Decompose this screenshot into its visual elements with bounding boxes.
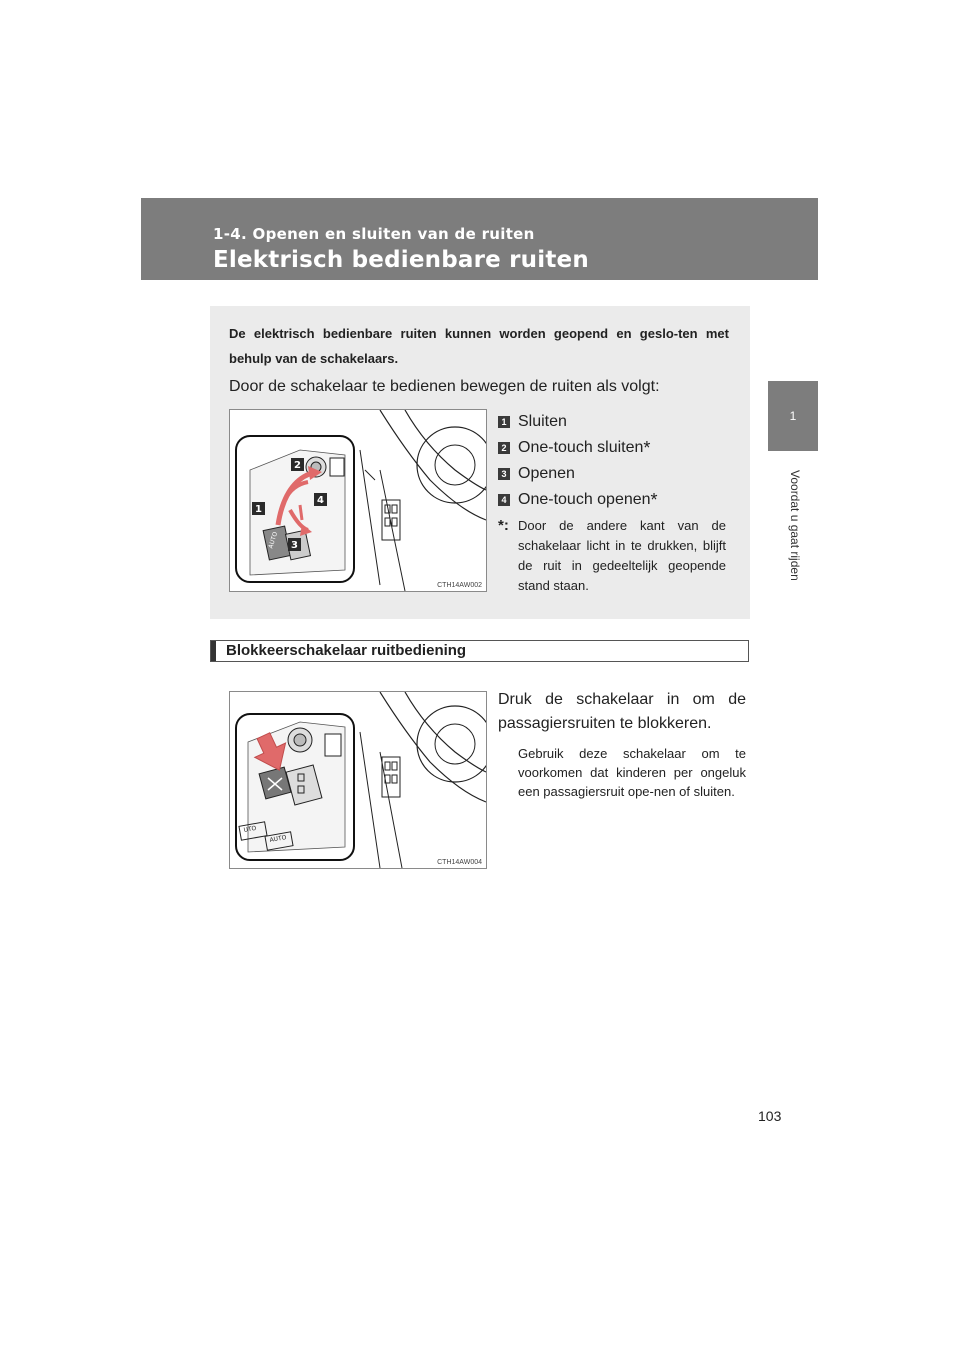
list-item [498, 461, 733, 487]
lock-switch-note: Gebruik deze schakelaar om te voorkomen dat kinderen per ongeluk een passagiersruit ope-nen of sluiten. [518, 746, 746, 799]
step-list [498, 409, 733, 513]
callout-4 [314, 493, 327, 506]
uto-label: UTO [243, 824, 257, 834]
step-number-badge: 1 [498, 416, 510, 428]
footnote-text: Door de andere kant van de schakelaar licht in te drukken, blijft de ruit in gedeeltelijk geopende stand staan. [518, 518, 726, 593]
step-label: One-touch sluiten [518, 439, 644, 456]
chapter-tab [768, 381, 818, 451]
callout-3 [288, 538, 301, 551]
callout-1 [252, 502, 265, 515]
footnote-mark: *: [498, 517, 509, 534]
step-label: Sluiten [518, 413, 567, 430]
window-switch-illustration [229, 409, 487, 592]
subsection-heading [210, 640, 749, 662]
footnote [498, 516, 726, 596]
svg-text:3: 3 [291, 540, 298, 551]
intro-lead: Door de schakelaar te bedienen bewegen de ruiten als volgt: [229, 378, 660, 395]
chapter-title: Voordat u gaat rijden [788, 470, 802, 581]
step-number-badge: 4 [498, 494, 510, 506]
chapter-number: 1 [789, 409, 797, 423]
step-number-badge: 3 [498, 468, 510, 480]
page-number: 103 [758, 1108, 782, 1124]
step-label: Openen [518, 465, 575, 482]
figure-code: CTH14AW002 [437, 582, 482, 589]
list-item: 4 One-touch openen * [498, 487, 733, 513]
callout-2 [291, 458, 304, 471]
auto-label: AUTO [267, 531, 280, 550]
step-label: One-touch openen [518, 491, 651, 508]
list-item: 2 One-touch sluiten * [498, 435, 733, 461]
section-heading: 1-4. Openen en sluiten van de ruiten [213, 225, 535, 243]
step-number-badge: 2 [498, 442, 510, 454]
lock-switch-text: Druk de schakelaar in om de passagiersruiten te blokkeren. [498, 691, 746, 732]
lock-switch-illustration [229, 691, 487, 869]
lock-switch-drawing [230, 692, 486, 868]
auto-label: AUTO [269, 834, 287, 844]
svg-text:2: 2 [294, 460, 301, 471]
subsection-title: Blokkeerschakelaar ruitbediening [226, 642, 467, 659]
window-switch-drawing [230, 410, 486, 591]
header-band [141, 198, 818, 280]
svg-text:1: 1 [255, 504, 262, 515]
list-item [498, 409, 733, 435]
figure-code: CTH14AW004 [437, 859, 482, 866]
svg-text:4: 4 [317, 495, 324, 506]
intro-text: De elektrisch bedienbare ruiten kunnen worden geopend en geslo-ten met behulp van de schakelaars. [229, 326, 729, 366]
page-title: Elektrisch bedienbare ruiten [213, 247, 589, 273]
